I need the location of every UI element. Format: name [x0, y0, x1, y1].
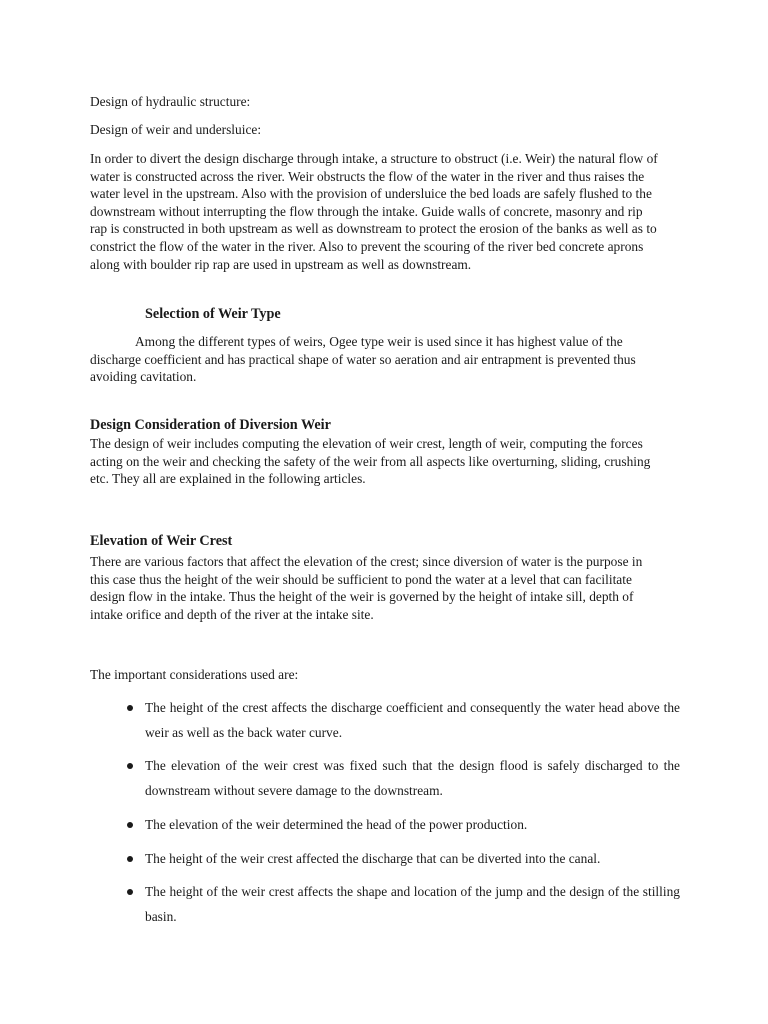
- intro-paragraph: [90, 150, 680, 273]
- intro-line: water is constructed across the river. Weir obstructs the flow of the water in the river and thus raises the: [90, 168, 645, 184]
- intro-line: In order to divert the design discharge through intake, a structure to obstruct (i.e. Weir) the natural flow of: [90, 151, 658, 166]
- list-item-text: The height of the crest affects the discharge coefficient and consequently the water head above the weir as well as the back water curve.: [145, 700, 680, 740]
- considerations-intro: The important considerations used are:: [90, 667, 299, 682]
- diversion-weir-line: The design of weir includes computing the elevation of weir crest, length of weir, computing the forces: [90, 436, 643, 451]
- weir-type-line: discharge coefficient and has practical shape of water so aeration and air entrapment is prevented thus: [90, 351, 636, 367]
- list-item: [90, 754, 680, 803]
- list-item: [90, 696, 680, 745]
- diversion-weir-line: acting on the weir and checking the safety of the weir from all aspects like overturning, sliding, crushing: [90, 453, 651, 469]
- weir-crest-line: this case thus the height of the weir should be sufficient to pond the water at a level that can facilitate: [90, 571, 632, 587]
- weir-crest-heading: Elevation of Weir Crest: [90, 533, 233, 549]
- intro-line: downstream without interrupting the flow through the intake. Guide walls of concrete, masonry and rip: [90, 203, 643, 219]
- weir-crest-paragraph: [90, 553, 680, 623]
- weir-crest-line: intake orifice and depth of the river at the intake site.: [90, 606, 374, 622]
- weir-type-heading: Selection of Weir Type: [145, 306, 281, 322]
- list-item: [90, 880, 680, 929]
- list-item: [90, 847, 680, 872]
- diversion-weir-line: etc. They all are explained in the following articles.: [90, 471, 366, 487]
- intro-line: water level in the upstream. Also with the provision of undersluice the bed loads are safely flushed to the: [90, 186, 652, 202]
- bullet-dot-icon: [127, 889, 133, 895]
- intro-line: constrict the flow of the water in the river. Also to prevent the scouring of the river bed concrete aprons: [90, 238, 644, 254]
- bullet-dot-icon: [127, 822, 133, 828]
- list-item-text: The height of the weir crest affected the discharge that can be diverted into the canal.: [145, 850, 601, 866]
- bullet-dot-icon: [127, 705, 133, 711]
- list-item: [90, 813, 680, 838]
- weir-type-line: avoiding cavitation.: [90, 369, 197, 385]
- intro-line: along with boulder rip rap are used in upstream as well as downstream.: [90, 256, 472, 272]
- document-subtitle: Design of weir and undersluice:: [90, 122, 262, 137]
- weir-crest-line: design flow in the intake. Thus the height of the weir is governed by the height of intake sill, depth of: [90, 589, 634, 605]
- document-title: Design of hydraulic structure:: [90, 94, 251, 109]
- weir-type-paragraph: [90, 333, 680, 386]
- weir-crest-line: There are various factors that affect the elevation of the crest; since diversion of water is the purpose in: [90, 554, 643, 569]
- intro-line: rap is constructed in both upstream as well as downstream to protect the erosion of the banks as well as to: [90, 221, 657, 237]
- bullet-dot-icon: [127, 763, 133, 769]
- considerations-list: [90, 696, 680, 939]
- list-item-text: The elevation of the weir determined the head of the power production.: [145, 816, 528, 832]
- diversion-weir-paragraph: [90, 435, 680, 488]
- diversion-weir-heading: Design Consideration of Diversion Weir: [90, 417, 331, 433]
- list-item-text: The height of the weir crest affects the shape and location of the jump and the design of the stilling basin.: [145, 884, 680, 924]
- list-item-text: The elevation of the weir crest was fixed such that the design flood is safely discharged to the downstream without severe damage to the downstream.: [145, 758, 680, 798]
- weir-type-line: Among the different types of weirs, Ogee type weir is used since it has highest value of the: [135, 334, 623, 349]
- bullet-dot-icon: [127, 856, 133, 862]
